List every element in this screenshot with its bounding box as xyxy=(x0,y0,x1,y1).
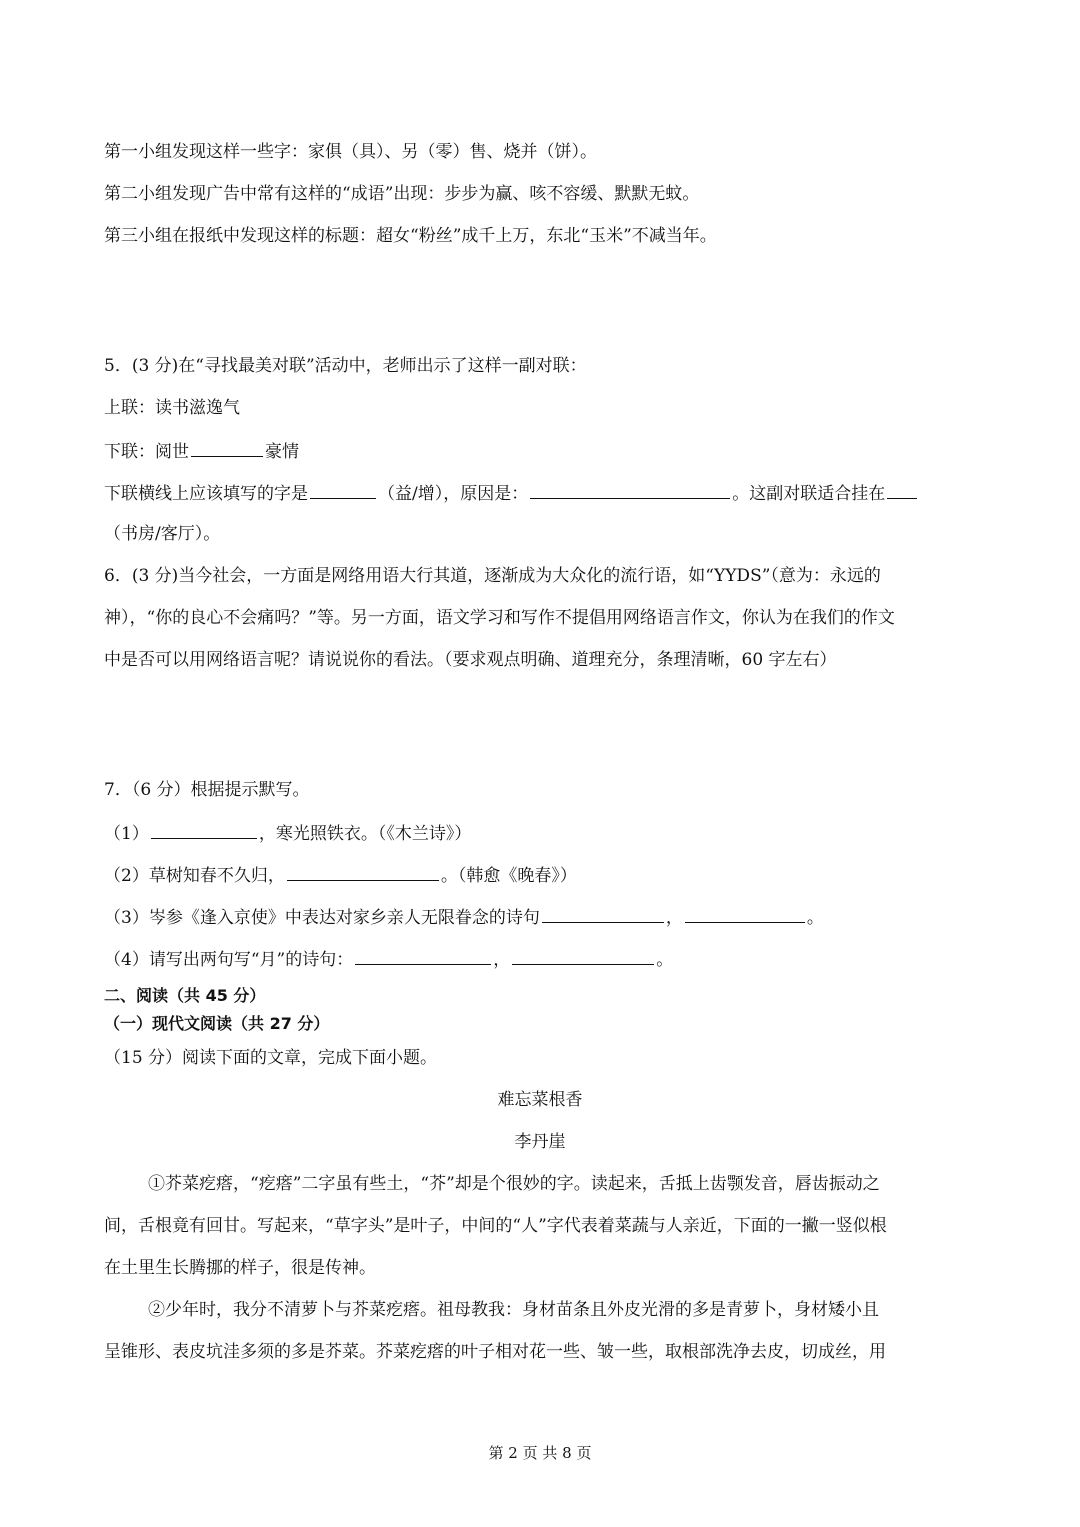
section-2-heading: 二、阅读（共 45 分） xyxy=(104,986,266,1005)
q5-place-blank[interactable] xyxy=(887,480,917,499)
article-p2-line1: ②少年时，我分不清萝卜与芥菜疙瘩。祖母教我：身材苗条且外皮光滑的多是青萝卜，身材矮小且 xyxy=(148,1300,879,1320)
q5-ask-d: （书房/客厅）。 xyxy=(104,524,221,544)
article-p2-line2: 呈锥形、表皮坑洼多须的多是芥菜。芥菜疙瘩的叶子相对花一些、皱一些，取根部洗净去皮，切成丝，用 xyxy=(104,1342,886,1362)
article-p1-line2: 间，舌根竟有回甘。写起来，“草字头”是叶子，中间的“人”字代表着菜蔬与人亲近，下面的一撇一竖似根 xyxy=(104,1216,887,1236)
q5-lower-text-a: 下联：阅世 xyxy=(104,442,189,462)
q7-p4-comma: ， xyxy=(493,950,511,970)
section-2-1-heading: （一）现代文阅读（共 27 分） xyxy=(104,1014,330,1033)
q5-lower-text-b: 豪情 xyxy=(265,442,299,462)
q5-char-blank[interactable] xyxy=(310,480,376,499)
q7-p2-text-b: 。（韩愈《晚春》） xyxy=(440,866,577,886)
q5-ask-c: 。这副对联适合挂在 xyxy=(732,484,886,504)
reading-intro: （15 分）阅读下面的文章，完成下面小题。 xyxy=(104,1048,438,1068)
q7-p3-comma: ， xyxy=(665,908,683,928)
q7-p3-text-a: （3）岑参《逢入京使》中表达对家乡亲人无限眷念的诗句 xyxy=(104,908,540,928)
group2-text: 第二小组发现广告中常有这样的“成语”出现：步步为赢、咳不容缓、默默无蚊。 xyxy=(104,184,700,204)
q7-p2-blank[interactable] xyxy=(287,862,439,881)
q7-p1-text: ，寒光照铁衣。（《木兰诗》） xyxy=(258,824,472,844)
group1-text: 第一小组发现这样一些字：家俱（具）、另（零）售、烧并（饼）。 xyxy=(104,142,597,162)
q7-p4-text-a: （4）请写出两句写“月”的诗句： xyxy=(104,950,354,970)
page-footer: 第 2 页 共 8 页 xyxy=(488,1444,592,1462)
q6-line3: 中是否可以用网络语言呢？请说说你的看法。（要求观点明确、道理充分，条理清晰，60 字左右） xyxy=(104,650,837,670)
q7-p3-blank2[interactable] xyxy=(685,904,805,923)
q7-p3-blank1[interactable] xyxy=(542,904,664,923)
q7-p1-blank[interactable] xyxy=(151,820,257,839)
q6-line1: 6．(3 分)当今社会，一方面是网络用语大行其道，逐渐成为大众化的流行语，如“YYDS”（意为：永远的 xyxy=(104,566,881,586)
q7-p4-blank2[interactable] xyxy=(512,946,654,965)
article-p1-line1: ①芥菜疙瘩，“疙瘩”二字虽有些土，“芥”却是个很妙的字。读起来，舌抵上齿颚发音，唇齿振动之 xyxy=(148,1174,880,1194)
q5-stem: 5．(3 分)在“寻找最美对联”活动中，老师出示了这样一副对联： xyxy=(104,356,587,376)
q7-part1 xyxy=(104,820,980,846)
q7-p2-text-a: （2）草树知春不久归， xyxy=(104,866,285,886)
q7-part2 xyxy=(104,862,980,888)
q7-p3-period: 。 xyxy=(806,908,824,928)
q5-upper-couplet: 上联：读书滋逸气 xyxy=(104,398,240,418)
q7-stem: 7．（6 分）根据提示默写。 xyxy=(104,780,310,800)
article-p1-line3: 在土里生长腾挪的样子，很是传神。 xyxy=(104,1258,376,1278)
q5-ask-a: 下联横线上应该填写的字是 xyxy=(104,484,308,504)
q5-ask-b: （益/增），原因是： xyxy=(378,484,529,504)
q7-p1-label: （1） xyxy=(104,824,149,844)
q5-lower-blank[interactable] xyxy=(191,438,263,457)
article-author: 李丹崖 xyxy=(514,1132,566,1152)
q5-question-line xyxy=(104,480,980,506)
q7-p4-blank1[interactable] xyxy=(355,946,491,965)
q5-lower-couplet xyxy=(104,438,980,464)
q5-reason-blank[interactable] xyxy=(530,480,730,499)
article-title: 难忘菜根香 xyxy=(497,1090,583,1110)
q7-part4 xyxy=(104,946,980,972)
group3-text: 第三小组在报纸中发现这样的标题：超女“粉丝”成千上万，东北“玉米”不减当年。 xyxy=(104,226,717,246)
q7-p4-period: 。 xyxy=(656,950,674,970)
q6-line2: 神），“你的良心不会痛吗？”等。另一方面，语文学习和写作不提倡用网络语言作文，你认为在我们的作文 xyxy=(104,608,895,628)
q7-part3 xyxy=(104,904,980,930)
